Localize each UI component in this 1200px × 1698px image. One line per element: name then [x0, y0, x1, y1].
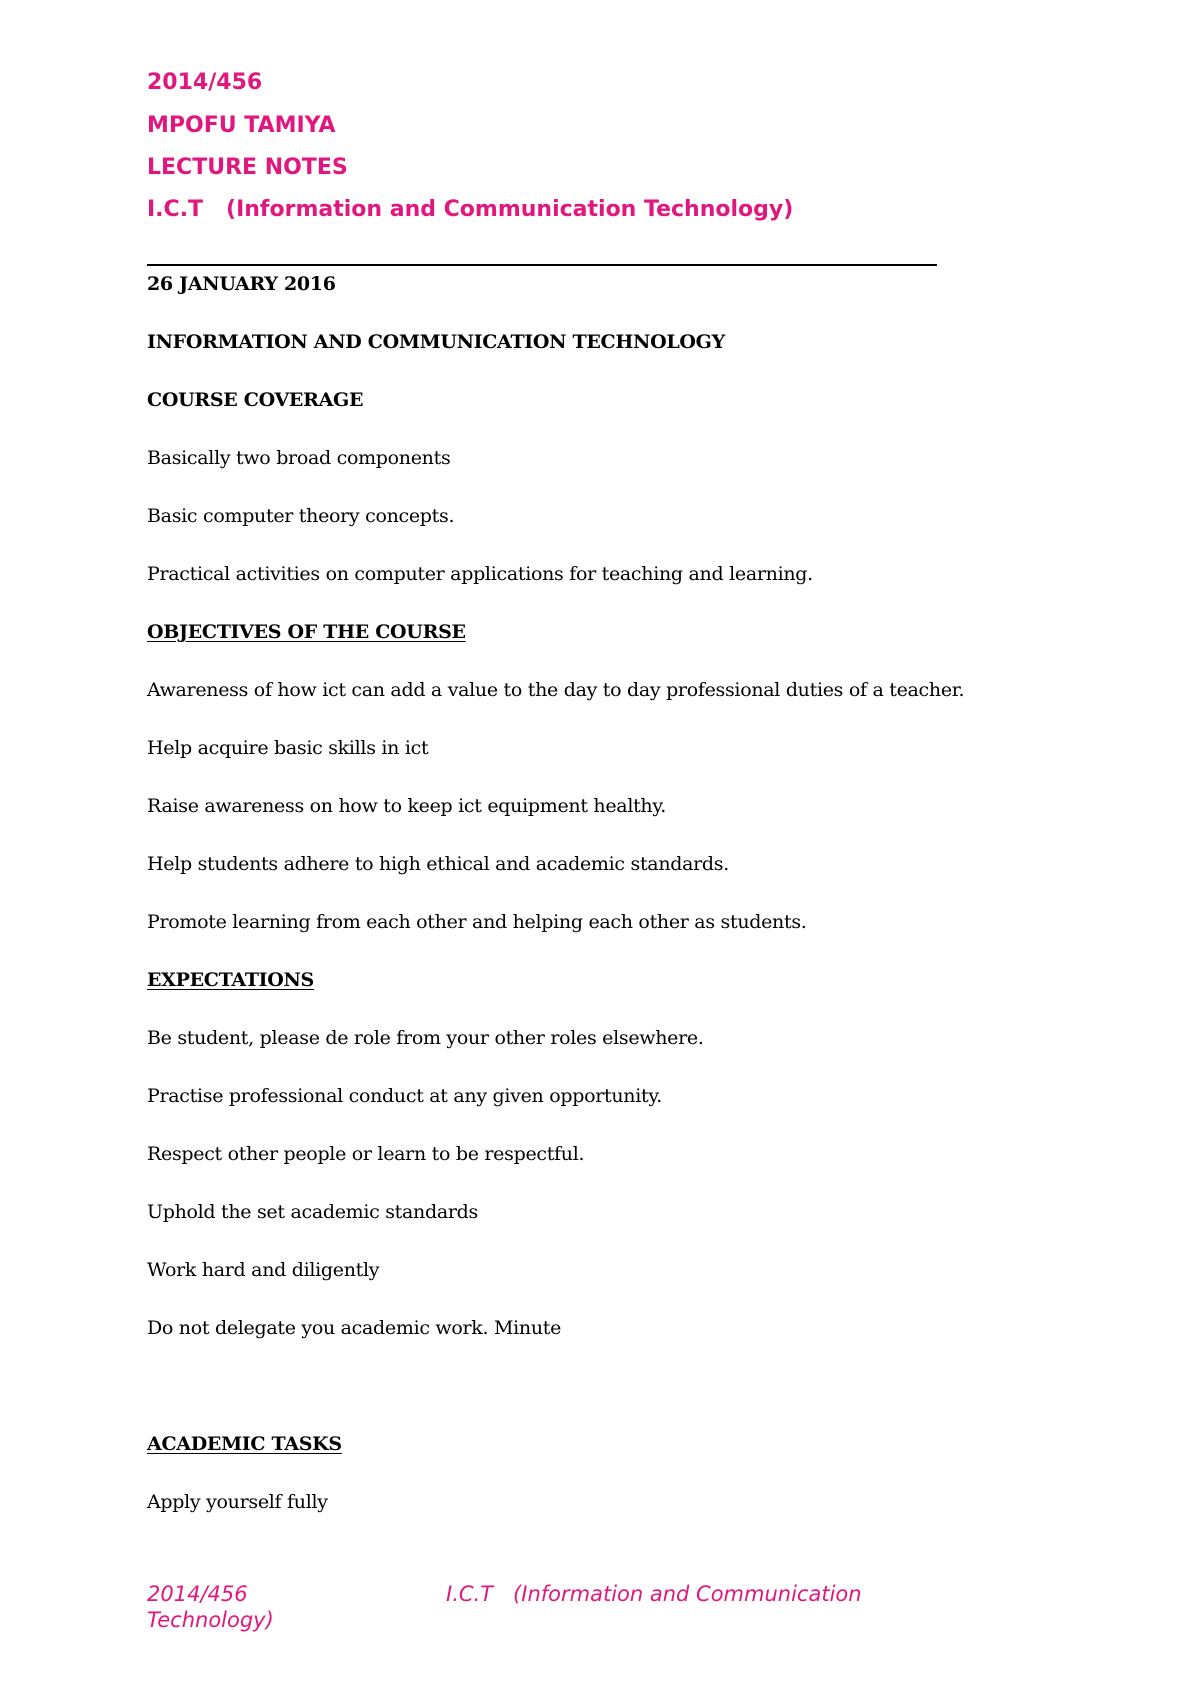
expectation-line: Work hard and diligently — [147, 1259, 380, 1281]
expectations-heading: EXPECTATIONS — [147, 969, 314, 991]
header-doc-type: LECTURE NOTES — [147, 155, 348, 180]
footer-subject-continued: Technology) — [147, 1608, 274, 1632]
expectation-line: Do not delegate you academic work. Minute — [147, 1317, 562, 1339]
objective-line: Promote learning from each other and helping each other as students. — [147, 911, 807, 933]
objective-line: Awareness of how ict can add a value to the day to day professional duties of a teacher. — [147, 679, 965, 701]
coverage-line: Basically two broad components — [147, 447, 451, 469]
header-code: 2014/456 — [147, 70, 263, 95]
header-subject: I.C.T (Information and Communication Technology) — [147, 197, 794, 222]
course-title: INFORMATION AND COMMUNICATION TECHNOLOGY — [147, 331, 725, 353]
objective-line: Raise awareness on how to keep ict equipment healthy. — [147, 795, 667, 817]
objective-line: Help acquire basic skills in ict — [147, 737, 429, 759]
objective-line: Help students adhere to high ethical and academic standards. — [147, 853, 729, 875]
header-author: MPOFU TAMIYA — [147, 113, 336, 138]
task-line: Apply yourself fully — [147, 1491, 328, 1513]
lecture-date: 26 JANUARY 2016 — [147, 273, 336, 295]
coverage-heading: COURSE COVERAGE — [147, 389, 364, 411]
tasks-heading: ACADEMIC TASKS — [147, 1433, 342, 1455]
coverage-line: Basic computer theory concepts. — [147, 505, 455, 527]
expectation-line: Uphold the set academic standards — [147, 1201, 478, 1223]
expectation-line: Respect other people or learn to be respectful. — [147, 1143, 585, 1165]
footer-code: 2014/456 — [147, 1582, 248, 1606]
expectation-line: Practise professional conduct at any given opportunity. — [147, 1085, 662, 1107]
expectation-line: Be student, please de role from your other roles elsewhere. — [147, 1027, 704, 1049]
coverage-line: Practical activities on computer applications for teaching and learning. — [147, 563, 813, 585]
footer-subject: I.C.T (Information and Communication — [446, 1582, 862, 1606]
objectives-heading: OBJECTIVES OF THE COURSE — [147, 621, 466, 643]
header-divider — [147, 264, 937, 266]
